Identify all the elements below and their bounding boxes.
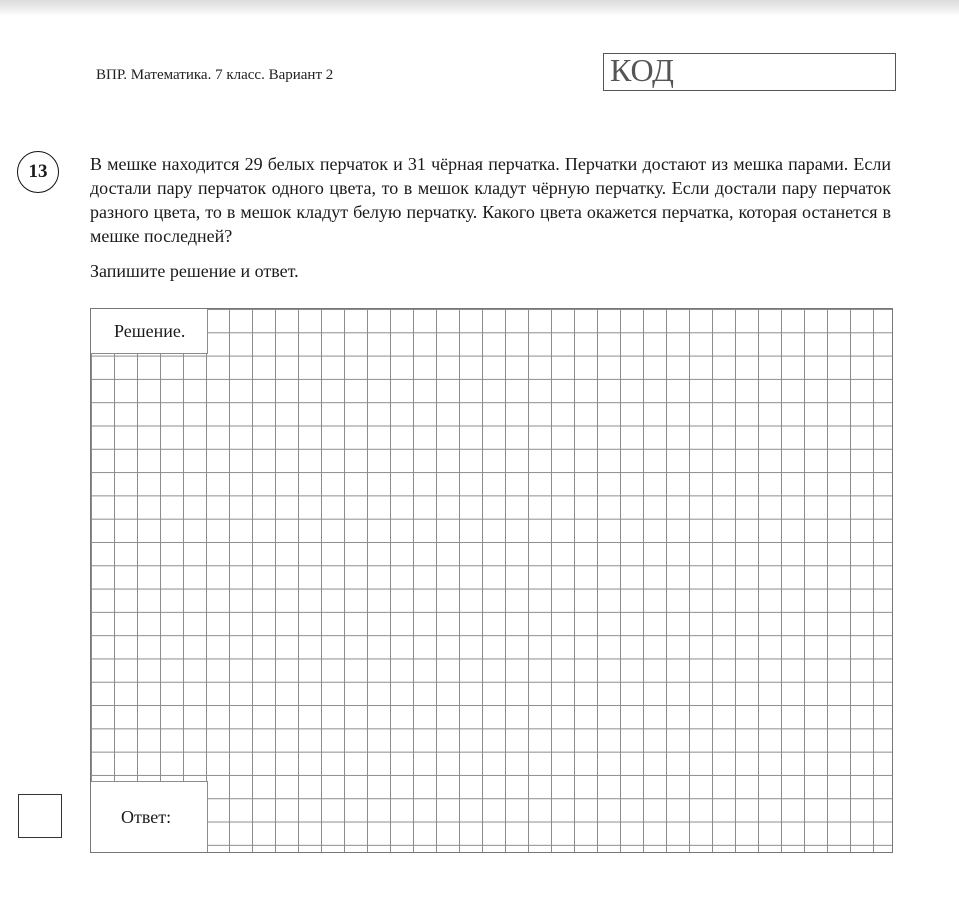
answer-grid[interactable] bbox=[90, 308, 893, 853]
task-number-badge: 13 bbox=[17, 151, 59, 193]
solution-label-cell bbox=[91, 309, 208, 354]
top-shade bbox=[0, 0, 959, 16]
code-label: КОД bbox=[610, 52, 674, 88]
code-box[interactable] bbox=[603, 53, 896, 91]
page-header: ВПР. Математика. 7 класс. Вариант 2 bbox=[96, 67, 334, 83]
score-box[interactable] bbox=[18, 794, 62, 838]
task-instruction: Запишите решение и ответ. bbox=[90, 261, 299, 281]
answer-label: Ответ: bbox=[121, 807, 172, 827]
answer-label-cell bbox=[91, 781, 208, 852]
solution-label: Решение. bbox=[114, 321, 186, 341]
task-text: В мешке находится 29 белых перчаток и 31 чёрная перчатка. Перчатки достают из мешка парами. Если достали пару перчаток одного цвета, то в мешок кладут чёрную перчатку. Если достали пару перчаток разного цвета, то в мешок кладут белую перчатку. Какого цвета окажется перчатка, которая останется в мешке последней? bbox=[90, 154, 891, 246]
